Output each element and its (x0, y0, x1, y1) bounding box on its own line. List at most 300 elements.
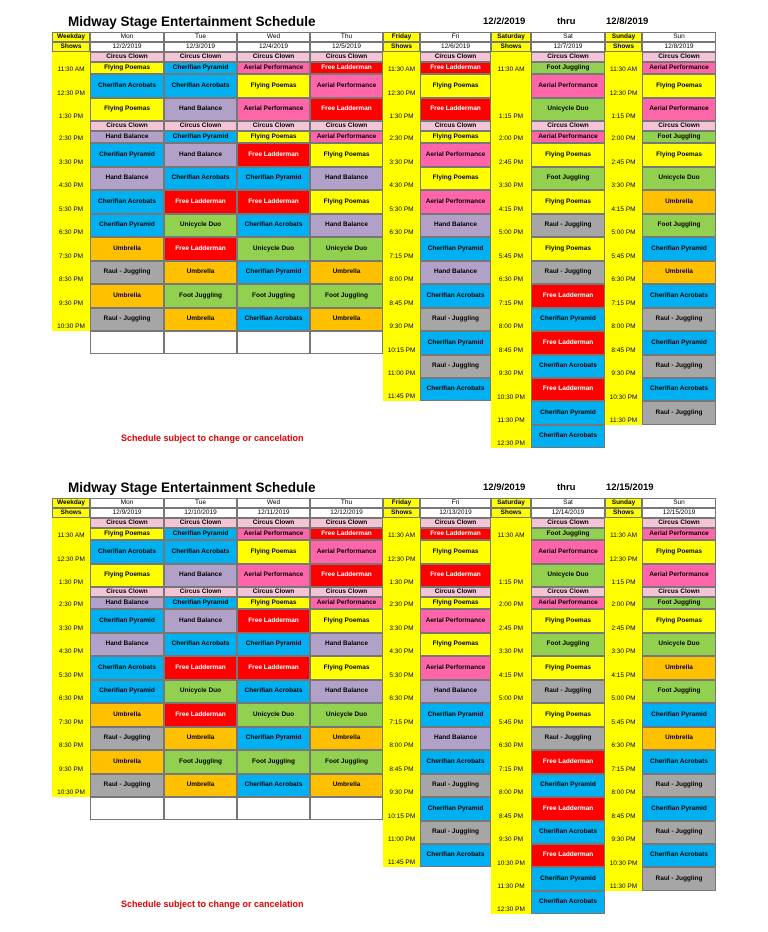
act-cell: Raul - Juggling (531, 680, 605, 703)
show-time: 4:15 PM (605, 190, 642, 214)
show-time: 1:15 PM (491, 98, 531, 121)
act-cell: Free Ladderman (531, 284, 605, 308)
show-time: 4:15 PM (491, 656, 531, 680)
empty-cell (310, 797, 383, 820)
show-time: 8:00 PM (605, 308, 642, 331)
act-cell: Cherifian Acrobats (90, 74, 164, 98)
show-time: 4:30 PM (383, 167, 420, 190)
act-cell: Hand Balance (310, 633, 383, 656)
show-time: 5:45 PM (491, 703, 531, 727)
empty-cell (237, 331, 310, 354)
act-cell: Aerial Performance (310, 597, 383, 609)
show-time: 11:45 PM (383, 378, 420, 401)
show-time: 5:00 PM (605, 214, 642, 237)
act-cell: Cherifian Pyramid (237, 167, 310, 190)
act-cell: Circus Clown (531, 52, 605, 62)
time-subheader-saturday: Shows (491, 508, 531, 518)
act-cell: Flying Poemas (642, 540, 716, 564)
act-cell: Cherifian Acrobats (164, 167, 237, 190)
act-cell: Free Ladderman (237, 656, 310, 680)
act-cell: Umbrella (310, 774, 383, 797)
show-time: 12:30 PM (605, 540, 642, 564)
act-cell: Flying Poemas (237, 597, 310, 609)
show-time: 2:45 PM (605, 143, 642, 167)
act-cell: Cherifian Acrobats (237, 308, 310, 331)
show-time: 9:30 PM (383, 774, 420, 797)
show-time: 12:30 PM (52, 540, 90, 564)
day-date-wed: 12/11/2019 (237, 508, 310, 518)
day-date-thu: 12/5/2019 (310, 42, 383, 52)
show-time: 4:30 PM (383, 633, 420, 656)
show-time (491, 540, 531, 564)
act-cell: Circus Clown (310, 518, 383, 528)
act-cell: Unicycle Duo (310, 703, 383, 727)
act-cell: Free Ladderman (164, 656, 237, 680)
show-time: 6:30 PM (52, 680, 90, 703)
act-cell: Umbrella (642, 261, 716, 284)
day-name-sun: Sun (642, 498, 716, 508)
act-cell: Circus Clown (642, 52, 716, 62)
day-date-mon: 12/9/2019 (90, 508, 164, 518)
act-cell: Cherifian Acrobats (237, 680, 310, 703)
show-time: 10:30 PM (491, 844, 531, 868)
act-cell: Flying Poemas (420, 540, 491, 564)
act-cell: Hand Balance (310, 680, 383, 703)
day-name-sat: Sat (531, 498, 605, 508)
act-cell: Circus Clown (90, 587, 164, 597)
time-subheader-saturday: Shows (491, 42, 531, 52)
act-cell: Flying Poemas (642, 143, 716, 167)
act-cell: Raul - Juggling (642, 401, 716, 425)
act-cell: Cherifian Acrobats (164, 633, 237, 656)
act-cell: Flying Poemas (90, 528, 164, 540)
act-cell: Circus Clown (164, 518, 237, 528)
show-time: 5:30 PM (383, 190, 420, 214)
act-cell: Hand Balance (90, 633, 164, 656)
act-cell: Cherifian Pyramid (642, 797, 716, 821)
act-cell: Circus Clown (642, 121, 716, 131)
act-cell: Free Ladderman (310, 564, 383, 587)
show-time: 5:45 PM (605, 703, 642, 727)
act-cell: Cherifian Acrobats (420, 378, 491, 401)
act-cell: Cherifian Pyramid (237, 727, 310, 750)
act-cell: Circus Clown (90, 121, 164, 131)
act-cell: Cherifian Pyramid (531, 774, 605, 797)
act-cell: Cherifian Acrobats (237, 774, 310, 797)
show-time: 1:15 PM (605, 98, 642, 121)
show-time: 10:15 PM (383, 331, 420, 355)
act-cell: Circus Clown (531, 518, 605, 528)
day-date-fri: 12/6/2019 (420, 42, 491, 52)
act-cell: Circus Clown (420, 587, 491, 597)
show-time: 10:30 PM (491, 378, 531, 402)
show-time: 5:30 PM (383, 656, 420, 680)
time-subheader-friday: Shows (383, 42, 420, 52)
act-cell: Aerial Performance (420, 609, 491, 633)
act-cell: Free Ladderman (310, 98, 383, 121)
show-time: 1:30 PM (383, 98, 420, 121)
schedule-notice: Schedule subject to change or cancelation (121, 433, 304, 443)
act-cell: Foot Juggling (310, 284, 383, 308)
act-cell: Hand Balance (90, 131, 164, 143)
show-time: 4:15 PM (605, 656, 642, 680)
act-cell: Circus Clown (420, 121, 491, 131)
time-subheader-sunday: Shows (605, 42, 642, 52)
show-time: 11:30 PM (491, 402, 531, 425)
act-cell: Raul - Juggling (90, 308, 164, 331)
show-time: 6:30 PM (383, 680, 420, 703)
act-cell: Umbrella (90, 284, 164, 308)
show-time: 4:15 PM (491, 190, 531, 214)
act-cell: Circus Clown (420, 518, 491, 528)
day-date-sun: 12/15/2019 (642, 508, 716, 518)
act-cell: Unicycle Duo (642, 167, 716, 190)
act-cell: Aerial Performance (310, 131, 383, 143)
act-cell: Foot Juggling (531, 62, 605, 74)
act-cell: Cherifian Acrobats (642, 284, 716, 308)
act-cell: Aerial Performance (642, 98, 716, 121)
act-cell: Cherifian Pyramid (90, 680, 164, 703)
act-cell: Flying Poemas (90, 564, 164, 587)
range-start-date: 12/2/2019 (483, 16, 526, 27)
time-header-sunday: Sunday (605, 32, 642, 42)
act-cell: Free Ladderman (310, 528, 383, 540)
show-time: 5:30 PM (52, 656, 90, 680)
act-cell: Flying Poemas (310, 656, 383, 680)
act-cell: Cherifian Pyramid (164, 62, 237, 74)
act-cell: Free Ladderman (531, 378, 605, 401)
act-cell: Flying Poemas (90, 98, 164, 121)
show-time: 6:30 PM (52, 214, 90, 237)
act-cell: Foot Juggling (164, 284, 237, 308)
page-title: Midway Stage Entertainment Schedule (68, 14, 316, 29)
act-cell: Flying Poemas (310, 190, 383, 214)
day-name-mon: Mon (90, 498, 164, 508)
show-time: 12:30 PM (383, 540, 420, 564)
show-time: 8:45 PM (605, 331, 642, 355)
day-date-tue: 12/3/2019 (164, 42, 237, 52)
time-header-sunday: Sunday (605, 498, 642, 508)
show-time: 11:45 PM (383, 844, 420, 867)
act-cell: Cherifian Acrobats (420, 284, 491, 308)
act-cell: Cherifian Pyramid (90, 214, 164, 237)
act-cell: Cherifian Pyramid (237, 261, 310, 284)
time-subheader-friday: Shows (383, 508, 420, 518)
day-name-fri: Fri (420, 498, 491, 508)
act-cell: Foot Juggling (531, 528, 605, 540)
act-cell: Cherifian Pyramid (420, 331, 491, 355)
day-name-fri: Fri (420, 32, 491, 42)
act-cell: Unicycle Duo (164, 214, 237, 237)
empty-cell (90, 331, 164, 354)
act-cell: Aerial Performance (531, 74, 605, 98)
act-cell: Cherifian Acrobats (420, 750, 491, 774)
act-cell: Free Ladderman (164, 703, 237, 727)
show-time: 7:15 PM (383, 237, 420, 261)
act-cell: Hand Balance (90, 597, 164, 609)
act-cell: Raul - Juggling (90, 261, 164, 284)
act-cell: Foot Juggling (237, 284, 310, 308)
act-cell: Cherifian Pyramid (642, 703, 716, 727)
show-time: 7:15 PM (491, 750, 531, 774)
show-time: 8:45 PM (605, 797, 642, 821)
show-time: 10:30 PM (605, 378, 642, 402)
act-cell: Aerial Performance (237, 564, 310, 587)
act-cell: Circus Clown (531, 587, 605, 597)
act-cell: Cherifian Acrobats (164, 540, 237, 564)
show-time: 11:30 AM (605, 52, 642, 74)
act-cell: Hand Balance (164, 609, 237, 633)
day-name-thu: Thu (310, 32, 383, 42)
show-time: 8:00 PM (383, 727, 420, 750)
act-cell: Flying Poemas (420, 167, 491, 190)
day-date-sat: 12/7/2019 (531, 42, 605, 52)
show-time: 3:30 PM (383, 143, 420, 167)
day-date-wed: 12/4/2019 (237, 42, 310, 52)
act-cell: Foot Juggling (642, 131, 716, 143)
time-subheader-sunday: Shows (605, 508, 642, 518)
act-cell: Circus Clown (237, 587, 310, 597)
act-cell: Flying Poemas (531, 237, 605, 261)
range-start-date: 12/9/2019 (483, 482, 526, 493)
act-cell: Hand Balance (420, 680, 491, 703)
act-cell: Umbrella (310, 727, 383, 750)
act-cell: Unicycle Duo (164, 680, 237, 703)
act-cell: Raul - Juggling (420, 774, 491, 797)
act-cell: Circus Clown (237, 518, 310, 528)
show-time: 11:00 PM (383, 355, 420, 378)
act-cell: Free Ladderman (531, 797, 605, 821)
act-cell: Cherifian Pyramid (237, 633, 310, 656)
show-time: 11:30 AM (383, 518, 420, 540)
act-cell: Flying Poemas (531, 656, 605, 680)
show-time: 9:30 PM (383, 308, 420, 331)
act-cell: Circus Clown (237, 52, 310, 62)
show-time: 1:30 PM (52, 564, 90, 587)
day-name-mon: Mon (90, 32, 164, 42)
show-time: 6:30 PM (491, 261, 531, 284)
act-cell: Free Ladderman (310, 62, 383, 74)
act-cell: Cherifian Acrobats (531, 891, 605, 914)
show-time: 2:45 PM (491, 143, 531, 167)
show-time: 3:30 PM (52, 609, 90, 633)
act-cell: Raul - Juggling (531, 261, 605, 284)
show-time: 5:00 PM (491, 214, 531, 237)
act-cell: Raul - Juggling (420, 355, 491, 378)
show-time: 12:30 PM (383, 74, 420, 98)
show-time: 12:30 PM (491, 425, 531, 448)
act-cell: Unicycle Duo (237, 237, 310, 261)
show-time: 11:30 AM (383, 52, 420, 74)
show-time (491, 74, 531, 98)
act-cell: Umbrella (164, 727, 237, 750)
act-cell: Cherifian Acrobats (164, 74, 237, 98)
day-name-tue: Tue (164, 498, 237, 508)
show-time: 8:00 PM (491, 774, 531, 797)
act-cell: Cherifian Pyramid (420, 797, 491, 821)
act-cell: Raul - Juggling (420, 308, 491, 331)
range-thru: thru (557, 16, 576, 27)
show-time: 10:30 PM (52, 308, 90, 331)
show-time: 6:30 PM (605, 261, 642, 284)
act-cell: Cherifian Acrobats (642, 844, 716, 867)
schedule-sheet-week-2 (0, 466, 768, 932)
act-cell: Cherifian Pyramid (420, 703, 491, 727)
act-cell: Cherifian Pyramid (420, 237, 491, 261)
range-end-date: 12/15/2019 (606, 482, 654, 493)
day-date-sun: 12/8/2019 (642, 42, 716, 52)
show-time: 7:30 PM (52, 703, 90, 727)
act-cell: Cherifian Acrobats (531, 821, 605, 844)
day-date-mon: 12/2/2019 (90, 42, 164, 52)
act-cell: Hand Balance (310, 167, 383, 190)
day-name-wed: Wed (237, 32, 310, 42)
act-cell: Unicycle Duo (531, 98, 605, 121)
act-cell: Free Ladderman (531, 331, 605, 355)
act-cell: Flying Poemas (237, 131, 310, 143)
show-time: 9:30 PM (52, 284, 90, 308)
act-cell: Free Ladderman (531, 750, 605, 774)
act-cell: Flying Poemas (642, 609, 716, 633)
act-cell: Raul - Juggling (642, 821, 716, 844)
page-title: Midway Stage Entertainment Schedule (68, 480, 316, 495)
show-time: 8:00 PM (491, 308, 531, 331)
act-cell: Foot Juggling (642, 680, 716, 703)
act-cell: Umbrella (164, 308, 237, 331)
act-cell: Cherifian Acrobats (531, 355, 605, 378)
show-time: 6:30 PM (491, 727, 531, 750)
day-name-sat: Sat (531, 32, 605, 42)
act-cell: Cherifian Pyramid (531, 308, 605, 331)
act-cell: Flying Poemas (531, 143, 605, 167)
act-cell: Foot Juggling (642, 214, 716, 237)
time-header-weekday: Weekday (52, 498, 90, 508)
act-cell: Aerial Performance (237, 528, 310, 540)
act-cell: Hand Balance (90, 167, 164, 190)
show-time: 5:45 PM (491, 237, 531, 261)
act-cell: Umbrella (310, 261, 383, 284)
act-cell: Hand Balance (420, 214, 491, 237)
show-time: 8:45 PM (491, 331, 531, 355)
act-cell: Unicycle Duo (531, 564, 605, 587)
show-time: 2:30 PM (52, 121, 90, 143)
show-time: 3:30 PM (491, 633, 531, 656)
act-cell: Aerial Performance (642, 62, 716, 74)
time-header-saturday: Saturday (491, 32, 531, 42)
day-name-wed: Wed (237, 498, 310, 508)
show-time: 11:00 PM (383, 821, 420, 844)
act-cell: Free Ladderman (420, 62, 491, 74)
act-cell: Foot Juggling (164, 750, 237, 774)
show-time: 11:30 AM (52, 518, 90, 540)
show-time: 8:30 PM (52, 727, 90, 750)
act-cell: Raul - Juggling (642, 308, 716, 331)
act-cell: Raul - Juggling (642, 355, 716, 378)
show-time: 12:30 PM (52, 74, 90, 98)
show-time: 2:45 PM (491, 609, 531, 633)
act-cell: Cherifian Acrobats (642, 750, 716, 774)
show-time: 8:30 PM (52, 261, 90, 284)
show-time: 8:00 PM (383, 261, 420, 284)
act-cell: Cherifian Pyramid (90, 143, 164, 167)
act-cell: Cherifian Acrobats (90, 190, 164, 214)
act-cell: Umbrella (642, 190, 716, 214)
empty-cell (164, 331, 237, 354)
act-cell: Flying Poemas (642, 74, 716, 98)
show-time: 2:45 PM (605, 609, 642, 633)
act-cell: Aerial Performance (237, 62, 310, 74)
act-cell: Hand Balance (420, 727, 491, 750)
act-cell: Aerial Performance (310, 74, 383, 98)
act-cell: Flying Poemas (237, 540, 310, 564)
show-time: 8:00 PM (605, 774, 642, 797)
act-cell: Flying Poemas (420, 597, 491, 609)
show-time: 10:30 PM (52, 774, 90, 797)
show-time: 8:45 PM (491, 797, 531, 821)
show-time: 9:30 PM (605, 821, 642, 844)
show-time: 4:30 PM (52, 633, 90, 656)
act-cell: Free Ladderman (164, 190, 237, 214)
act-cell: Aerial Performance (642, 528, 716, 540)
act-cell: Cherifian Acrobats (531, 425, 605, 448)
show-time: 2:30 PM (383, 587, 420, 609)
show-time: 7:15 PM (491, 284, 531, 308)
show-time: 5:00 PM (605, 680, 642, 703)
act-cell: Flying Poemas (531, 703, 605, 727)
show-time: 4:30 PM (52, 167, 90, 190)
act-cell: Aerial Performance (642, 564, 716, 587)
show-time: 11:30 AM (491, 518, 531, 540)
show-time: 3:30 PM (605, 633, 642, 656)
day-date-fri: 12/13/2019 (420, 508, 491, 518)
act-cell: Cherifian Pyramid (531, 867, 605, 891)
act-cell: Aerial Performance (310, 540, 383, 564)
act-cell: Flying Poemas (420, 131, 491, 143)
time-header-weekday: Weekday (52, 32, 90, 42)
act-cell: Umbrella (642, 727, 716, 750)
act-cell: Unicycle Duo (237, 703, 310, 727)
act-cell: Free Ladderman (237, 143, 310, 167)
empty-cell (164, 797, 237, 820)
range-thru: thru (557, 482, 576, 493)
act-cell: Cherifian Acrobats (237, 214, 310, 237)
show-time: 2:00 PM (491, 587, 531, 609)
act-cell: Raul - Juggling (531, 727, 605, 750)
act-cell: Cherifian Pyramid (164, 131, 237, 143)
act-cell: Foot Juggling (310, 750, 383, 774)
act-cell: Circus Clown (164, 52, 237, 62)
show-time: 8:45 PM (383, 750, 420, 774)
act-cell: Cherifian Acrobats (90, 540, 164, 564)
act-cell: Circus Clown (531, 121, 605, 131)
act-cell: Flying Poemas (90, 62, 164, 74)
show-time: 9:30 PM (491, 821, 531, 844)
act-cell: Circus Clown (310, 52, 383, 62)
act-cell: Circus Clown (310, 121, 383, 131)
show-time: 10:30 PM (605, 844, 642, 868)
show-time: 9:30 PM (605, 355, 642, 378)
show-time: 3:30 PM (383, 609, 420, 633)
act-cell: Umbrella (90, 237, 164, 261)
act-cell: Free Ladderman (420, 528, 491, 540)
show-time: 2:30 PM (383, 121, 420, 143)
time-header-saturday: Saturday (491, 498, 531, 508)
day-name-thu: Thu (310, 498, 383, 508)
show-time: 12:30 PM (491, 891, 531, 914)
show-time: 9:30 PM (491, 355, 531, 378)
show-time: 2:30 PM (52, 587, 90, 609)
act-cell: Cherifian Pyramid (164, 597, 237, 609)
